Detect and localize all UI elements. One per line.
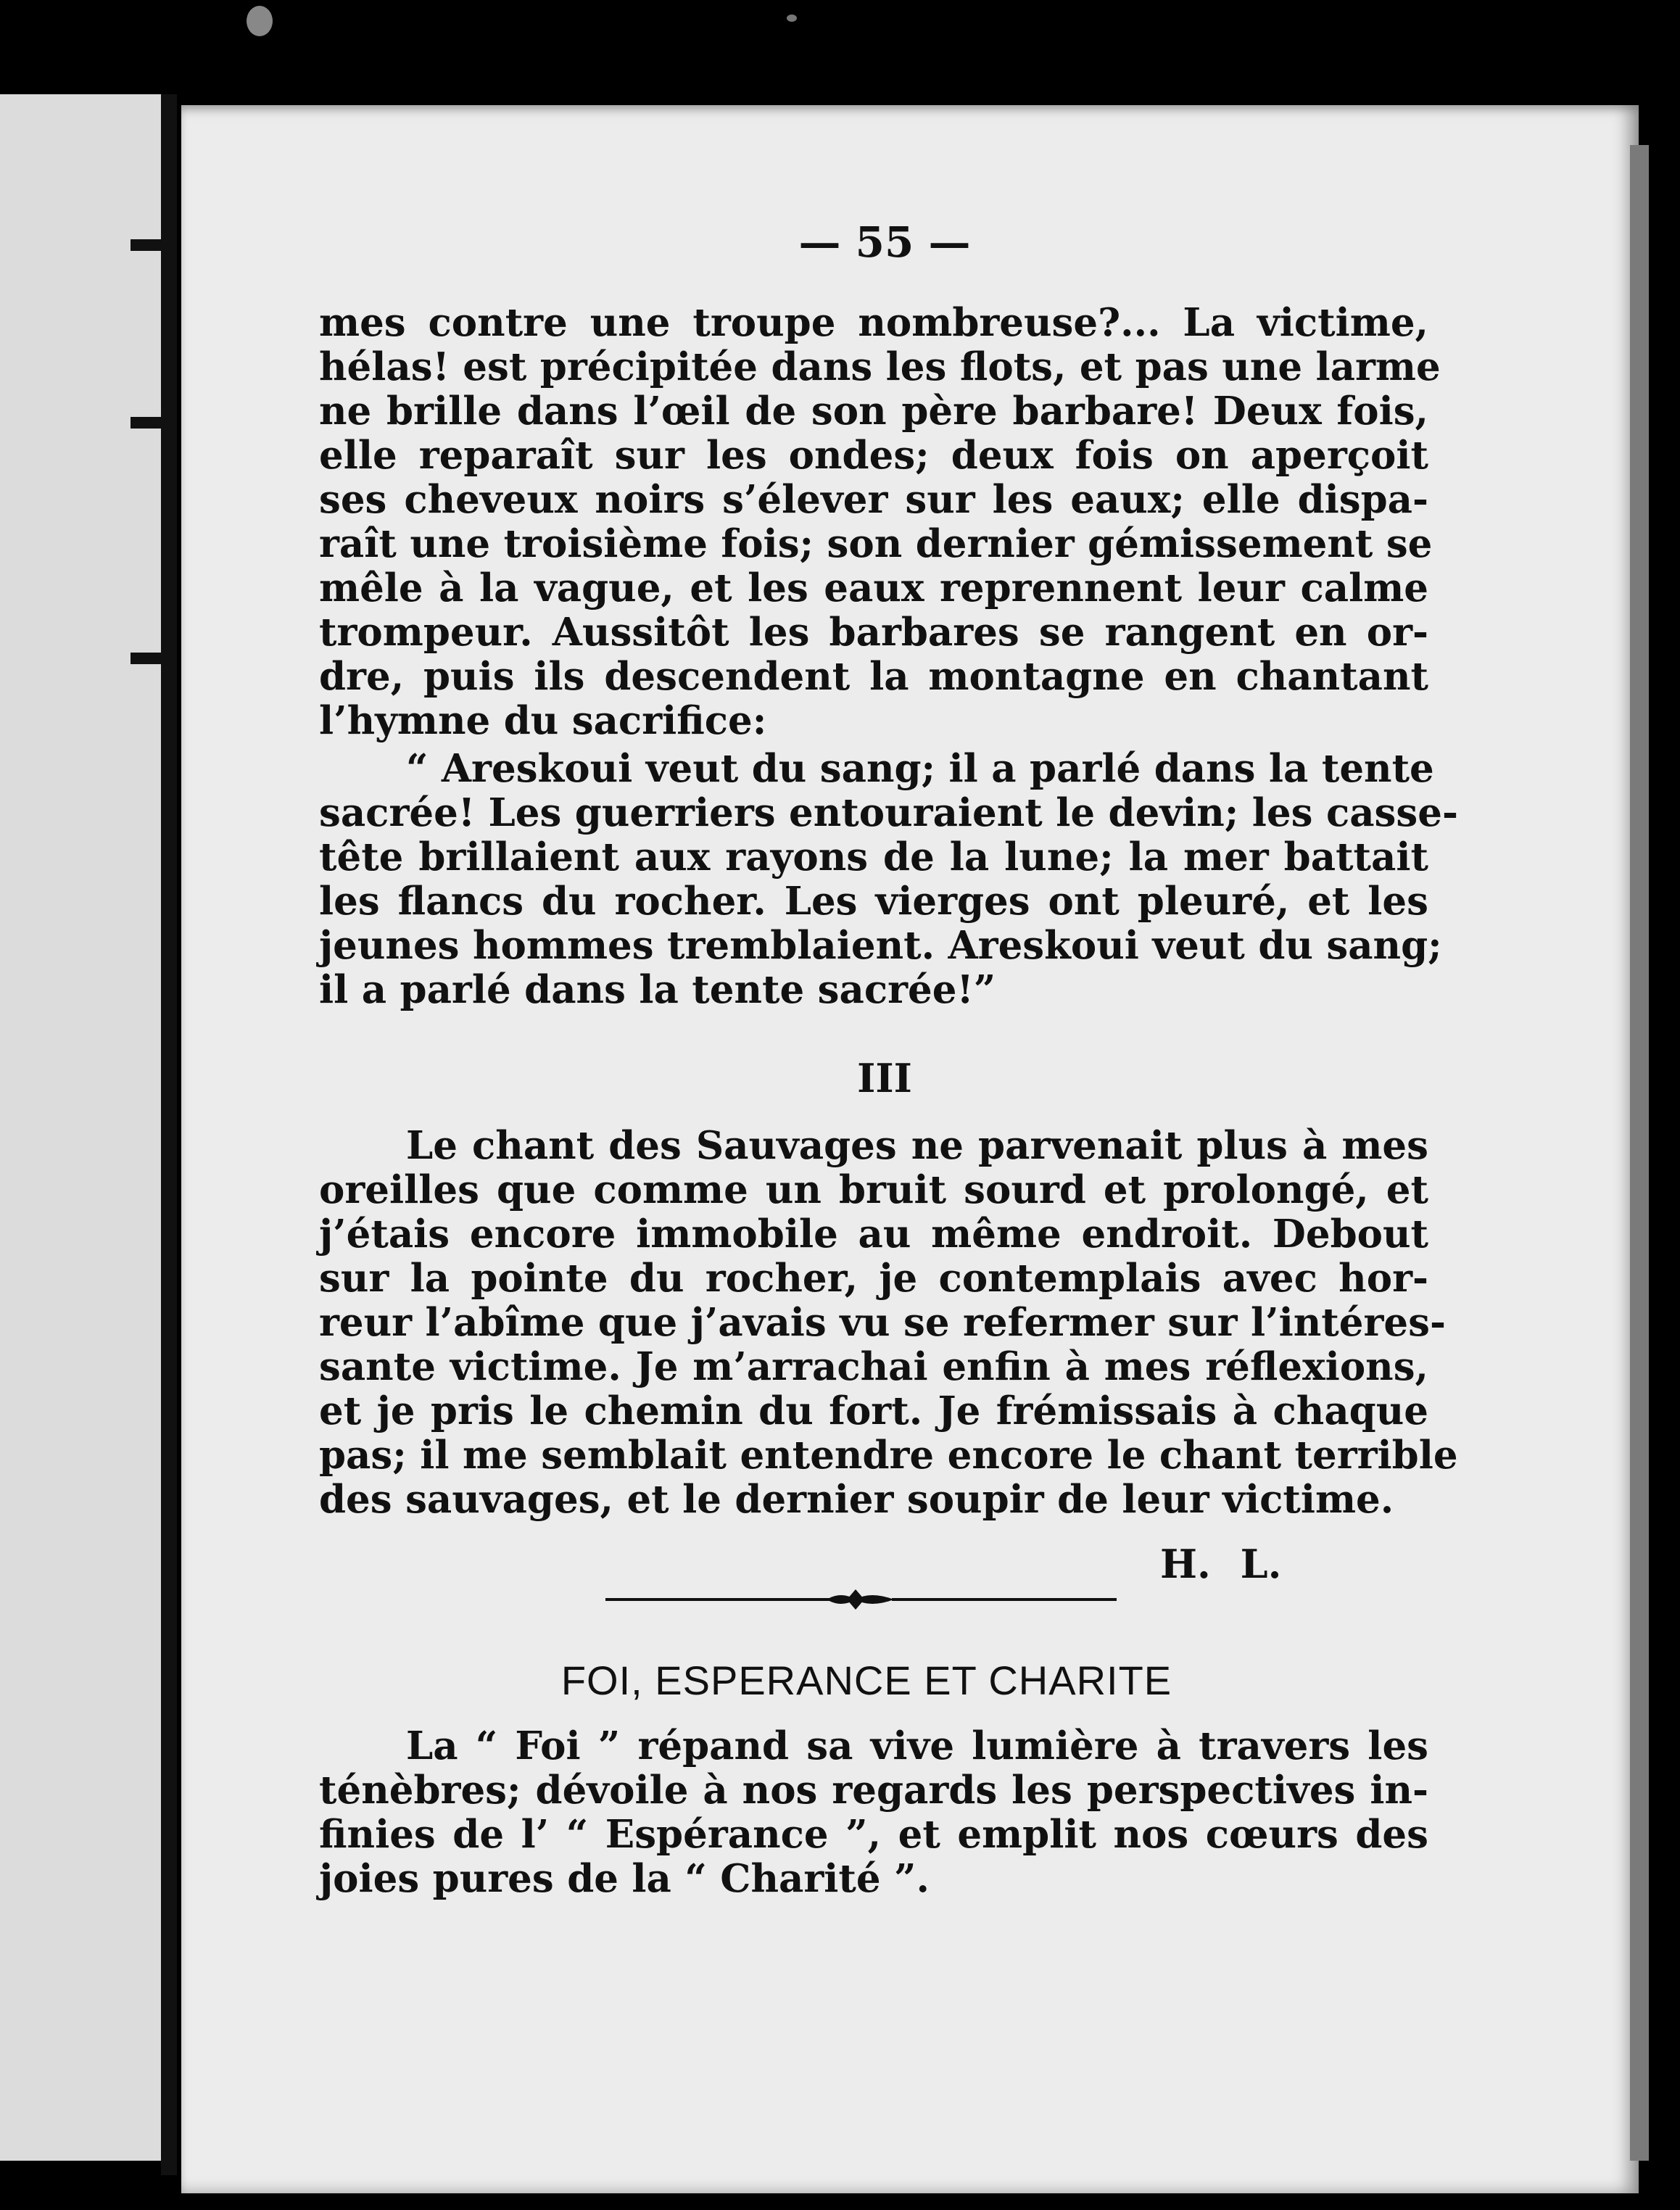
text-line: et je pris le chemin du fort. Je frémissais à chaque [319, 1389, 1428, 1433]
text-line: finies de l’ “ Espérance ”, et emplit nos cœurs des [319, 1812, 1428, 1857]
text-line: trompeur. Aussitôt les barbares se rangent en or- [319, 610, 1428, 655]
text-line: ne brille dans l’œil de son père barbare! Deux fois, [319, 389, 1428, 434]
text-line: des sauvages, et le dernier soupir de leur victime. [319, 1477, 1394, 1522]
text-line: La “ Foi ” répand sa vive lumière à travers les [406, 1723, 1428, 1768]
text-line: elle reparaît sur les ondes; deux fois on aperçoit [319, 433, 1428, 478]
text-line: pas; il me semblait entendre encore le chant terrible [319, 1433, 1458, 1478]
scan-speck [787, 15, 797, 22]
spine-mark [131, 417, 177, 429]
author-signature: H. L. [1160, 1541, 1282, 1587]
scan-speck [247, 6, 273, 36]
spine-mark [131, 653, 177, 664]
text-line: les flancs du rocher. Les vierges ont pleuré, et les [319, 879, 1428, 924]
text-line: “ Areskoui veut du sang; il a parlé dans la tente [406, 746, 1434, 791]
text-line: Le chant des Sauvages ne parvenait plus à mes [406, 1123, 1428, 1168]
text-line: sur la pointe du rocher, je contemplais avec hor- [319, 1256, 1428, 1301]
ornamental-divider [605, 1585, 1117, 1611]
section-number: III [857, 1055, 912, 1101]
text-line: raît une troisième fois; son dernier gémissement se [319, 521, 1433, 566]
text-line: jeunes hommes tremblaient. Areskoui veut du sang; [319, 923, 1442, 968]
text-line: dre, puis ils descendent la montagne en chantant [319, 654, 1428, 699]
text-line: tête brillaient aux rayons de la lune; la mer battait [319, 835, 1428, 880]
spine-mark [131, 239, 177, 251]
text-line: hélas! est précipitée dans les flots, et pas une larme [319, 344, 1441, 389]
text-line: reur l’abîme que j’avais vu se refermer sur l’intéres- [319, 1300, 1446, 1345]
quoted-hymn [319, 746, 1458, 1012]
text-line: oreilles que comme un bruit sourd et prolongé, et [319, 1167, 1428, 1212]
text-line: mes contre une troupe nombreuse?... La victime, [319, 300, 1428, 345]
page-number: — 55 — [798, 218, 971, 267]
text-line: l’hymne du sacrifice: [319, 698, 767, 743]
paragraph-1 [319, 300, 1441, 743]
text-line: sacrée! Les guerriers entouraient le devin; les casse- [319, 790, 1458, 835]
text-line: il a parlé dans la tente sacrée!” [319, 967, 996, 1012]
text-line: sante victime. Je m’arrachai enfin à mes réflexions, [319, 1344, 1428, 1389]
text-line: j’étais encore immobile au même endroit. Debout [319, 1212, 1428, 1257]
article-heading: FOI, ESPERANCE ET CHARITE [560, 1658, 1172, 1703]
book-spine [161, 94, 177, 2175]
text-line: mêle à la vague, et les eaux reprennent leur calme [319, 566, 1428, 611]
text-line: ses cheveux noirs s’élever sur les eaux; elle dispa- [319, 477, 1428, 522]
page-edge-shadow [1630, 145, 1649, 2161]
paragraph-3 [319, 1123, 1458, 1522]
text-line: joies pures de la “ Charité ”. [319, 1856, 930, 1901]
text-line: ténèbres; dévoile à nos regards les perspectives in- [319, 1768, 1428, 1813]
previous-page-edge [0, 94, 163, 2161]
paragraph-4 [319, 1724, 1428, 1901]
